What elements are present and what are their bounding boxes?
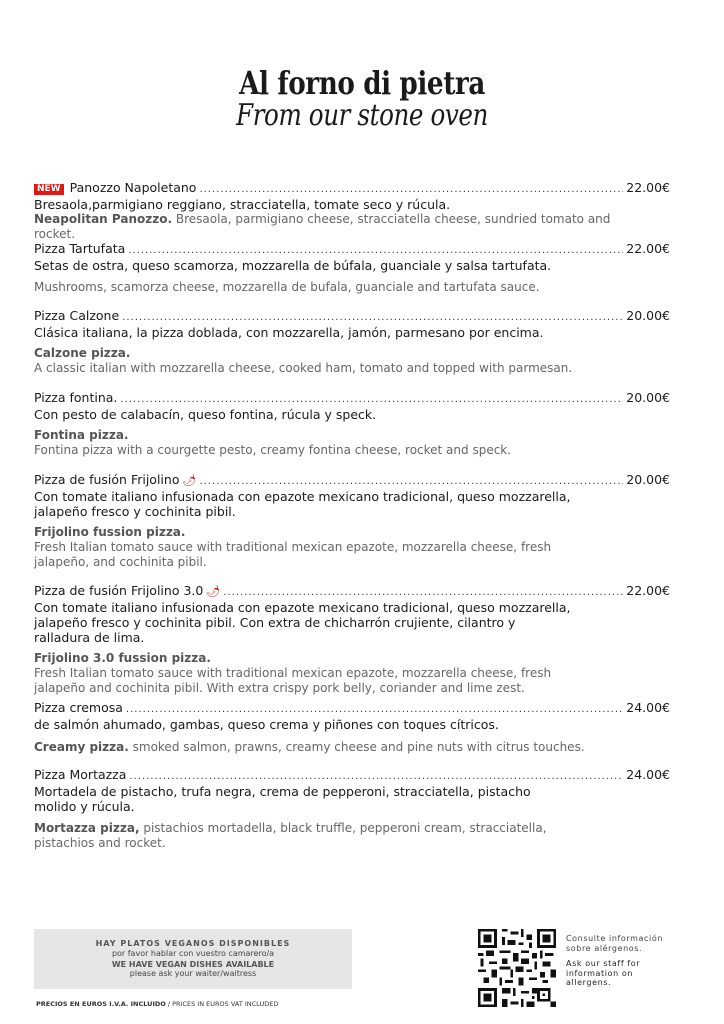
leader-dots — [122, 310, 623, 325]
menu-item — [34, 583, 670, 696]
item-name: Pizza Calzone — [34, 308, 120, 323]
leader-dots — [128, 243, 623, 258]
vegan-line-es: HAY PLATOS VEGANOS DISPONIBLES — [95, 939, 291, 948]
leader-dots — [120, 392, 623, 407]
leader-dots — [223, 585, 623, 600]
item-price: 24.00€ — [626, 767, 670, 782]
vegan-notice — [34, 929, 352, 989]
item-desc-es: Con pesto de calabacín, queso fontina, rúcula y speck. — [34, 407, 377, 422]
item-price: 22.00€ — [626, 180, 670, 195]
item-desc-es: Mortadela de pistacho, trufa negra, crema de pepperoni, stracciatella, pistacho molido y rúcula. — [34, 784, 531, 814]
chili-icon: 🌶 — [206, 585, 221, 598]
leader-dots — [129, 769, 623, 784]
item-price: 20.00€ — [626, 390, 670, 405]
item-desc-en: Creamy pizza. smoked salmon, prawns, creamy cheese and pine nuts with citrus touches. — [34, 740, 585, 754]
prices-note: PRECIOS EN EUROS I.V.A. INCLUIDO / PRICES IN EUROS VAT INCLUDED — [36, 1000, 279, 1008]
vegan-sub-en: please ask your waiter/waitress — [129, 969, 257, 978]
menu-item — [34, 390, 670, 458]
item-desc-en: Mortazza pizza, pistachios mortadella, black truffle, pepperoni cream, stracciatella, pistachios and rocket. — [34, 821, 547, 850]
allergen-info — [566, 934, 676, 988]
item-name: Pizza de fusión Frijolino 🌶 — [34, 472, 197, 487]
item-desc-en: Mushrooms, scamorza cheese, mozzarella de bufala, guanciale and tartufata sauce. — [34, 280, 540, 294]
page-subtitle: From our stone oven — [236, 98, 488, 133]
leader-dots — [199, 182, 623, 197]
chili-icon: 🌶 — [182, 474, 197, 487]
item-desc-es: Bresaola,parmigiano reggiano, stracciatella, tomate seco y rúcula. — [34, 197, 451, 212]
page-title: Al forno di pietra — [239, 64, 485, 102]
item-desc-en: Frijolino 3.0 fussion pizza. Fresh Italian tomato sauce with traditional mexican epazote, mozzarella cheese, fresh jalapeño and cochinita pibil. With extra crispy pork belly, coriander and lime zest. — [34, 651, 552, 695]
menu-item — [34, 767, 670, 851]
menu-item — [34, 700, 670, 755]
item-desc-es: de salmón ahumado, gambas, queso crema y piñones con toques cítricos. — [34, 717, 499, 732]
item-price: 20.00€ — [626, 472, 670, 487]
allergen-en: Ask our staff for information on allergens. — [566, 959, 641, 987]
vegan-line-en: WE HAVE VEGAN DISHES AVAILABLE — [111, 960, 275, 969]
allergen-es: Consulte información sobre alérgenos. — [566, 934, 664, 953]
item-price: 24.00€ — [626, 700, 670, 715]
vegan-sub-es: por favor hablar con vuestro camarero/a — [111, 949, 275, 958]
item-desc-es: Con tomate italiano infusionada con epazote mexicano tradicional, queso mozzarella, jalapeño fresco y cochinita pibil. — [34, 489, 571, 519]
item-desc-en: Neapolitan Panozzo. Bresaola, parmigiano cheese, stracciatella cheese, sundried tomato and rocket. — [34, 212, 611, 241]
item-name: Pizza fontina. — [34, 390, 118, 405]
leader-dots — [199, 474, 623, 489]
item-desc-es: Clásica italiana, la pizza doblada, con mozzarella, jamón, parmesano por encima. — [34, 325, 544, 340]
item-price: 22.00€ — [626, 583, 670, 598]
item-desc-en: Calzone pizza. A classic italian with mozzarella cheese, cooked ham, tomato and topped with parmesan. — [34, 346, 573, 375]
item-name: Pizza de fusión Frijolino 3.0 🌶 — [34, 583, 221, 598]
menu-item — [34, 180, 670, 242]
new-badge: NEW — [34, 184, 64, 195]
item-name: Pizza Tartufata — [34, 241, 126, 256]
item-desc-en: Fontina pizza. Fontina pizza with a courgette pesto, creamy fontina cheese, rocket and speck. — [34, 428, 512, 457]
menu-item — [34, 308, 670, 376]
item-desc-es: Con tomate italiano infusionada con epazote mexicano tradicional, queso mozzarella, jalapeño fresco y cochinita pibil. Con extra de chicharrón crujiente, cilantro y ralladura de lima. — [34, 600, 571, 645]
item-desc-es: Setas de ostra, queso scamorza, mozzarella de búfala, guanciale y salsa tartufata. — [34, 258, 552, 273]
item-desc-en: Frijolino fussion pizza. Fresh Italian tomato sauce with traditional mexican epazote, mozzarella cheese, fresh jalapeño, and cochinita pibil. — [34, 525, 552, 569]
item-price: 20.00€ — [626, 308, 670, 323]
item-name: Pizza Mortazza — [34, 767, 127, 782]
menu-item — [34, 241, 670, 295]
qr-code-icon[interactable] — [478, 929, 556, 1007]
item-name: NEW Panozzo Napoletano — [34, 180, 196, 196]
item-price: 22.00€ — [626, 241, 670, 256]
leader-dots — [126, 702, 623, 717]
item-name: Pizza cremosa — [34, 700, 123, 715]
menu-item — [34, 472, 670, 570]
